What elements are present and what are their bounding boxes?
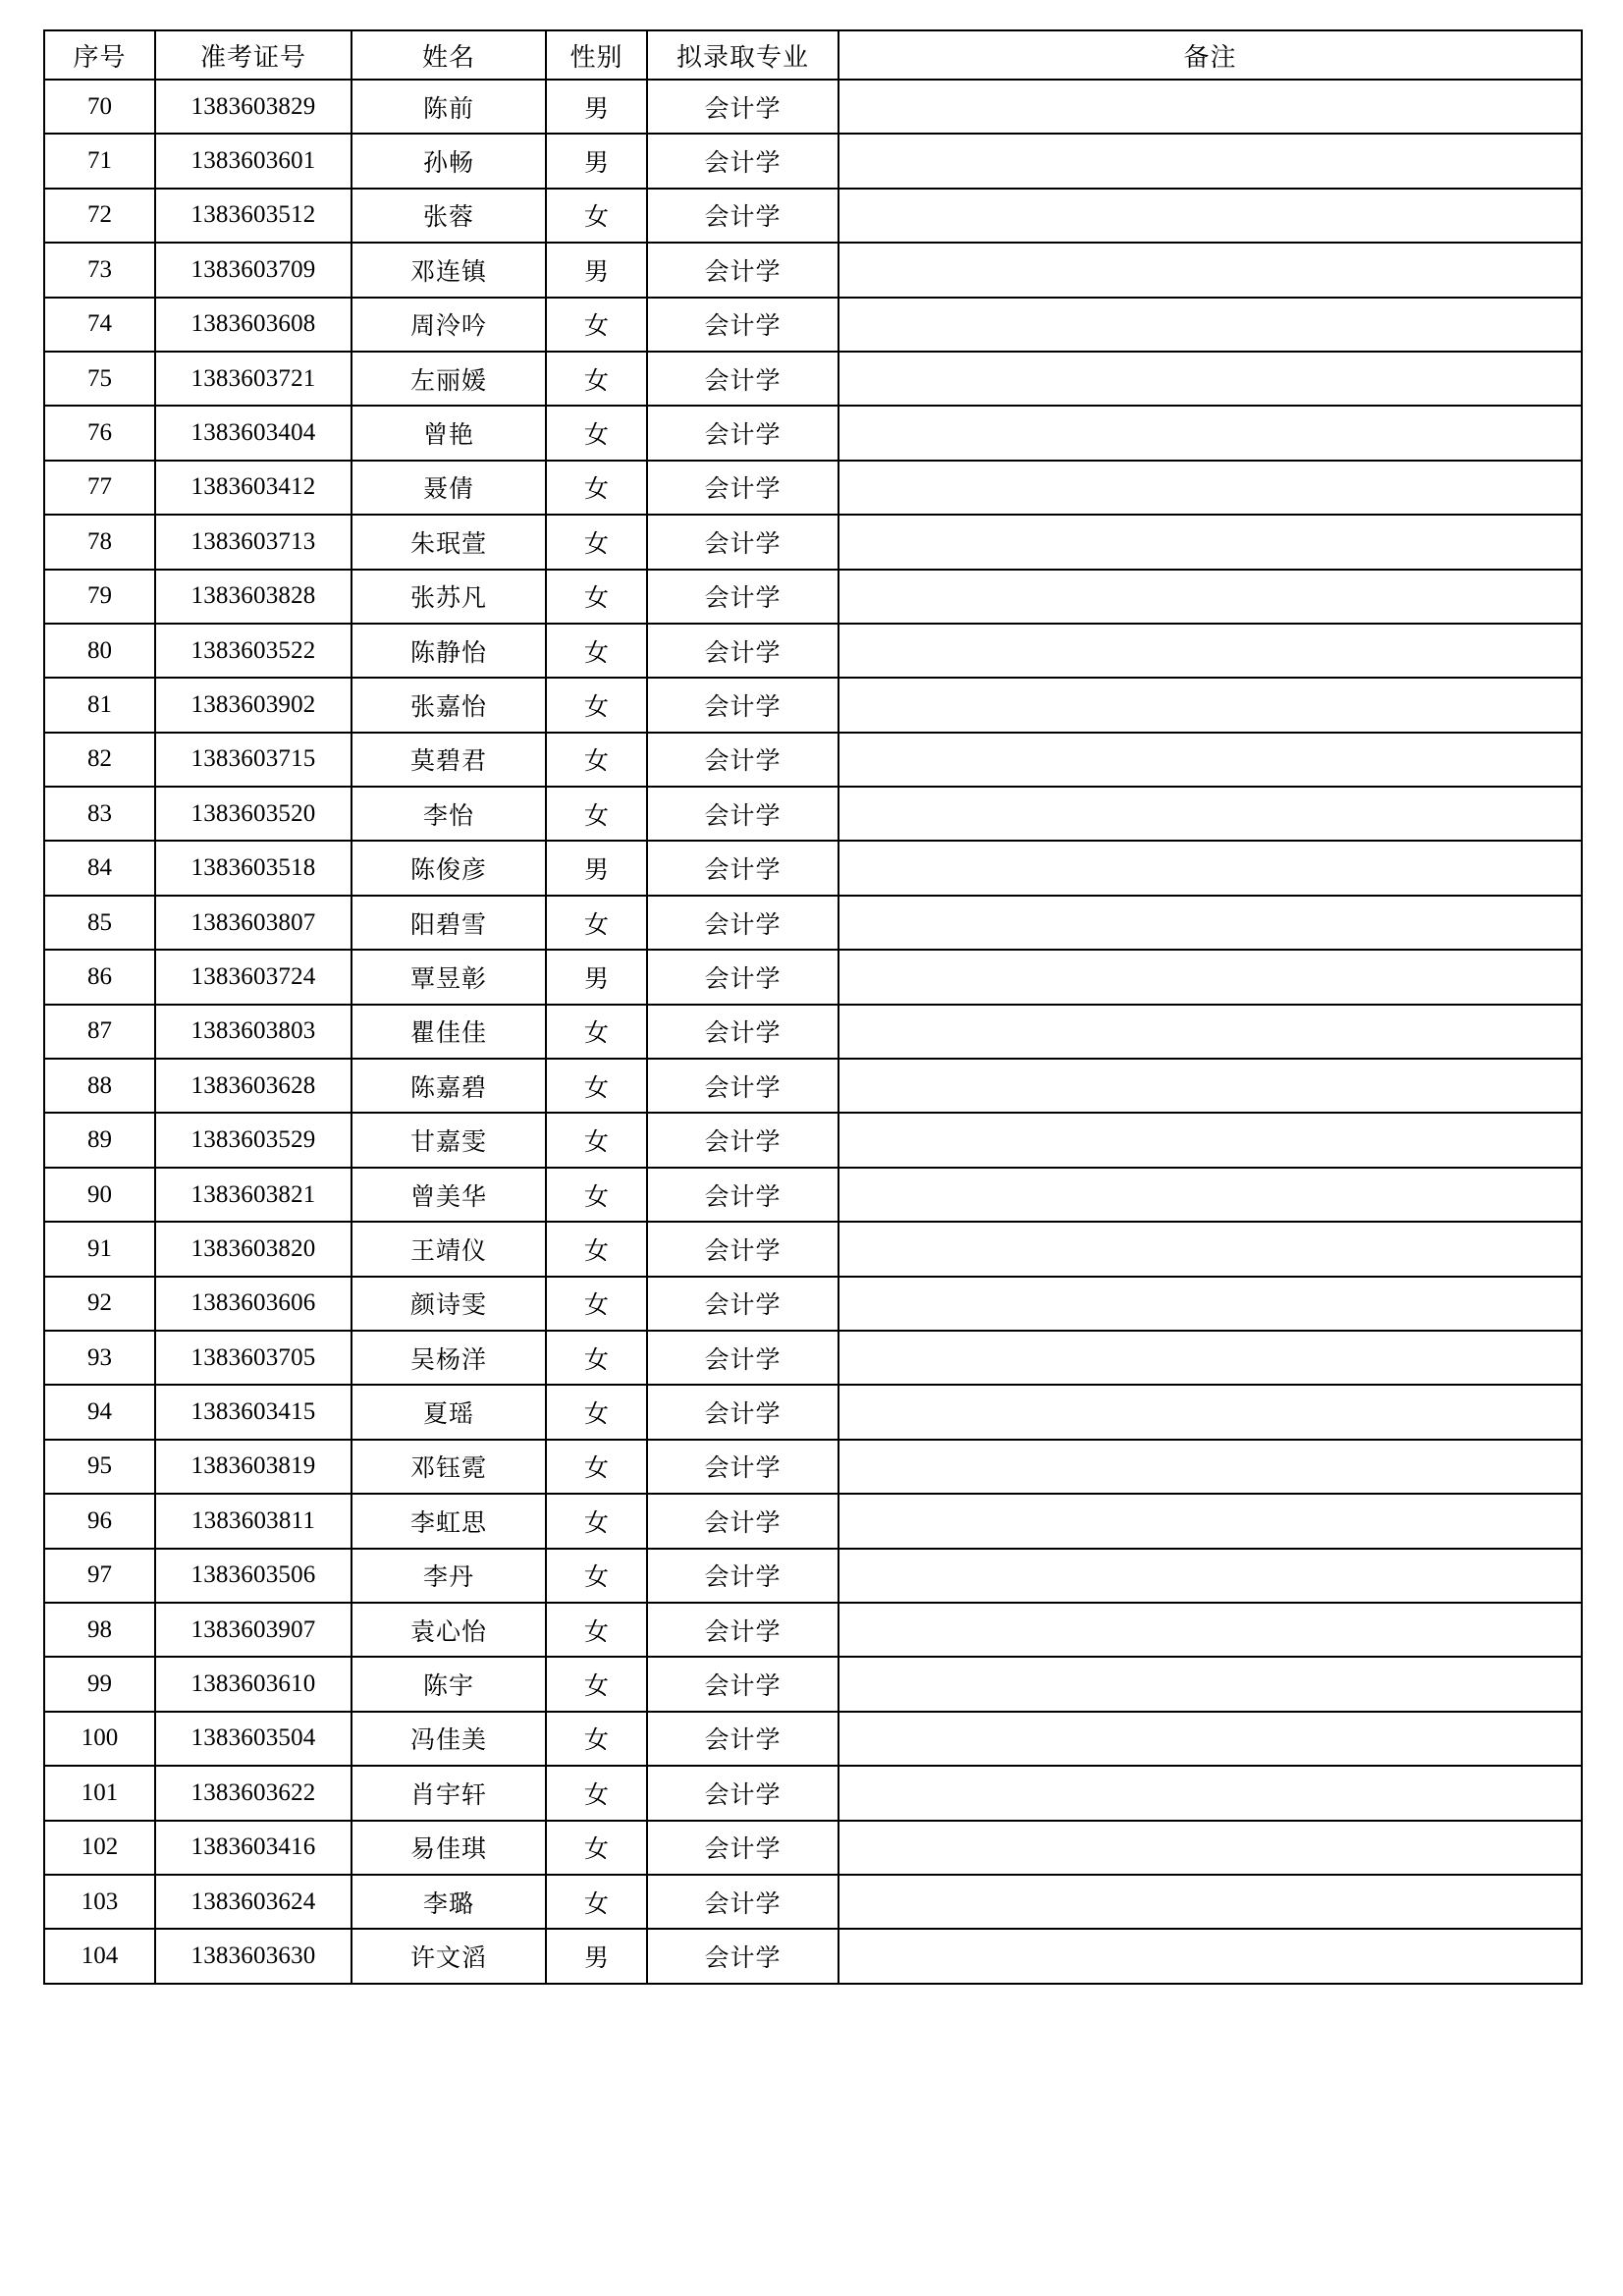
cell-index: 91 (44, 1222, 155, 1276)
cell-gender: 女 (546, 1821, 647, 1875)
cell-ticket: 1383603601 (155, 134, 352, 188)
cell-remark (839, 1929, 1582, 1983)
cell-index: 74 (44, 298, 155, 352)
cell-gender: 男 (546, 841, 647, 895)
cell-remark (839, 1549, 1582, 1603)
cell-remark (839, 1821, 1582, 1875)
cell-name: 陈俊彦 (352, 841, 546, 895)
column-header-major: 拟录取专业 (647, 30, 839, 80)
table-header-row (44, 30, 1582, 80)
table-row (44, 1603, 1582, 1657)
cell-remark (839, 406, 1582, 460)
cell-ticket: 1383603416 (155, 1821, 352, 1875)
cell-name: 莫碧君 (352, 733, 546, 787)
cell-index: 100 (44, 1712, 155, 1766)
cell-gender: 女 (546, 1222, 647, 1276)
cell-ticket: 1383603724 (155, 950, 352, 1004)
cell-remark (839, 1440, 1582, 1494)
column-header-name: 姓名 (352, 30, 546, 80)
cell-major: 会计学 (647, 243, 839, 297)
table-row (44, 134, 1582, 188)
cell-ticket: 1383603628 (155, 1059, 352, 1113)
cell-name: 冯佳美 (352, 1712, 546, 1766)
cell-index: 104 (44, 1929, 155, 1983)
cell-ticket: 1383603622 (155, 1766, 352, 1820)
cell-remark (839, 1005, 1582, 1059)
cell-gender: 男 (546, 243, 647, 297)
cell-major: 会计学 (647, 1168, 839, 1222)
cell-index: 80 (44, 624, 155, 678)
cell-gender: 女 (546, 461, 647, 515)
cell-ticket: 1383603709 (155, 243, 352, 297)
cell-gender: 女 (546, 1875, 647, 1929)
cell-remark (839, 733, 1582, 787)
cell-name: 左丽媛 (352, 352, 546, 406)
cell-name: 吴杨洋 (352, 1331, 546, 1385)
cell-ticket: 1383603721 (155, 352, 352, 406)
table-row (44, 1549, 1582, 1603)
cell-index: 101 (44, 1766, 155, 1820)
cell-ticket: 1383603907 (155, 1603, 352, 1657)
table-row (44, 570, 1582, 624)
table-row (44, 461, 1582, 515)
cell-remark (839, 461, 1582, 515)
cell-index: 76 (44, 406, 155, 460)
cell-ticket: 1383603608 (155, 298, 352, 352)
cell-gender: 女 (546, 515, 647, 569)
table-row (44, 1277, 1582, 1331)
column-header-ticket: 准考证号 (155, 30, 352, 80)
cell-major: 会计学 (647, 1929, 839, 1983)
cell-remark (839, 624, 1582, 678)
cell-ticket: 1383603529 (155, 1113, 352, 1167)
cell-major: 会计学 (647, 189, 839, 243)
cell-gender: 女 (546, 1005, 647, 1059)
cell-index: 92 (44, 1277, 155, 1331)
cell-index: 81 (44, 678, 155, 732)
cell-ticket: 1383603522 (155, 624, 352, 678)
cell-name: 肖宇轩 (352, 1766, 546, 1820)
cell-index: 94 (44, 1385, 155, 1439)
cell-remark (839, 352, 1582, 406)
cell-gender: 女 (546, 1603, 647, 1657)
table-row (44, 1821, 1582, 1875)
table-row (44, 624, 1582, 678)
cell-remark (839, 80, 1582, 134)
cell-index: 75 (44, 352, 155, 406)
table-row (44, 1929, 1582, 1983)
cell-index: 88 (44, 1059, 155, 1113)
cell-name: 夏瑶 (352, 1385, 546, 1439)
cell-ticket: 1383603624 (155, 1875, 352, 1929)
cell-major: 会计学 (647, 1005, 839, 1059)
cell-ticket: 1383603512 (155, 189, 352, 243)
cell-major: 会计学 (647, 624, 839, 678)
cell-index: 83 (44, 787, 155, 841)
cell-index: 86 (44, 950, 155, 1004)
cell-index: 96 (44, 1494, 155, 1548)
cell-remark (839, 896, 1582, 950)
cell-name: 许文滔 (352, 1929, 546, 1983)
cell-remark (839, 189, 1582, 243)
cell-major: 会计学 (647, 950, 839, 1004)
cell-index: 85 (44, 896, 155, 950)
cell-index: 89 (44, 1113, 155, 1167)
cell-ticket: 1383603821 (155, 1168, 352, 1222)
cell-gender: 男 (546, 1929, 647, 1983)
cell-name: 邓钰霓 (352, 1440, 546, 1494)
cell-gender: 女 (546, 1440, 647, 1494)
cell-major: 会计学 (647, 1331, 839, 1385)
cell-major: 会计学 (647, 1059, 839, 1113)
cell-ticket: 1383603606 (155, 1277, 352, 1331)
cell-index: 93 (44, 1331, 155, 1385)
cell-name: 阳碧雪 (352, 896, 546, 950)
cell-index: 84 (44, 841, 155, 895)
table-row (44, 896, 1582, 950)
cell-name: 甘嘉雯 (352, 1113, 546, 1167)
cell-gender: 女 (546, 1549, 647, 1603)
cell-gender: 女 (546, 298, 647, 352)
cell-ticket: 1383603412 (155, 461, 352, 515)
cell-name: 易佳琪 (352, 1821, 546, 1875)
cell-name: 颜诗雯 (352, 1277, 546, 1331)
cell-name: 张嘉怡 (352, 678, 546, 732)
cell-index: 73 (44, 243, 155, 297)
cell-name: 陈静怡 (352, 624, 546, 678)
table-row (44, 1657, 1582, 1711)
cell-major: 会计学 (647, 1875, 839, 1929)
cell-index: 97 (44, 1549, 155, 1603)
cell-index: 95 (44, 1440, 155, 1494)
table-row (44, 352, 1582, 406)
cell-major: 会计学 (647, 1494, 839, 1548)
cell-major: 会计学 (647, 515, 839, 569)
table-row (44, 733, 1582, 787)
cell-major: 会计学 (647, 1277, 839, 1331)
cell-major: 会计学 (647, 896, 839, 950)
cell-remark (839, 1059, 1582, 1113)
cell-major: 会计学 (647, 1766, 839, 1820)
cell-ticket: 1383603803 (155, 1005, 352, 1059)
cell-major: 会计学 (647, 1549, 839, 1603)
table-row (44, 1005, 1582, 1059)
cell-remark (839, 515, 1582, 569)
table-row (44, 1059, 1582, 1113)
cell-ticket: 1383603819 (155, 1440, 352, 1494)
table-row (44, 1712, 1582, 1766)
cell-index: 98 (44, 1603, 155, 1657)
table-row (44, 80, 1582, 134)
cell-gender: 女 (546, 787, 647, 841)
table-row (44, 1440, 1582, 1494)
table-row (44, 1168, 1582, 1222)
cell-remark (839, 134, 1582, 188)
cell-name: 朱珉萱 (352, 515, 546, 569)
cell-index: 82 (44, 733, 155, 787)
cell-gender: 男 (546, 950, 647, 1004)
cell-major: 会计学 (647, 1821, 839, 1875)
cell-remark (839, 1168, 1582, 1222)
cell-major: 会计学 (647, 1113, 839, 1167)
cell-major: 会计学 (647, 298, 839, 352)
cell-gender: 男 (546, 134, 647, 188)
cell-name: 陈宇 (352, 1657, 546, 1711)
cell-name: 张苏凡 (352, 570, 546, 624)
cell-gender: 女 (546, 1113, 647, 1167)
cell-name: 李怡 (352, 787, 546, 841)
table-row (44, 406, 1582, 460)
cell-name: 孙畅 (352, 134, 546, 188)
cell-ticket: 1383603828 (155, 570, 352, 624)
table-row (44, 787, 1582, 841)
cell-remark (839, 1277, 1582, 1331)
table-row (44, 298, 1582, 352)
cell-major: 会计学 (647, 461, 839, 515)
cell-index: 70 (44, 80, 155, 134)
cell-major: 会计学 (647, 1712, 839, 1766)
cell-ticket: 1383603504 (155, 1712, 352, 1766)
cell-index: 99 (44, 1657, 155, 1711)
table-row (44, 841, 1582, 895)
cell-name: 袁心怡 (352, 1603, 546, 1657)
cell-major: 会计学 (647, 352, 839, 406)
cell-name: 聂倩 (352, 461, 546, 515)
cell-remark (839, 298, 1582, 352)
cell-ticket: 1383603820 (155, 1222, 352, 1276)
cell-remark (839, 1222, 1582, 1276)
cell-major: 会计学 (647, 733, 839, 787)
cell-gender: 男 (546, 80, 647, 134)
cell-index: 71 (44, 134, 155, 188)
cell-ticket: 1383603902 (155, 678, 352, 732)
cell-index: 87 (44, 1005, 155, 1059)
cell-remark (839, 243, 1582, 297)
cell-gender: 女 (546, 896, 647, 950)
cell-index: 77 (44, 461, 155, 515)
cell-gender: 女 (546, 352, 647, 406)
cell-name: 陈嘉碧 (352, 1059, 546, 1113)
cell-ticket: 1383603713 (155, 515, 352, 569)
cell-name: 瞿佳佳 (352, 1005, 546, 1059)
cell-major: 会计学 (647, 570, 839, 624)
cell-name: 邓连镇 (352, 243, 546, 297)
cell-remark (839, 1712, 1582, 1766)
cell-gender: 女 (546, 189, 647, 243)
cell-gender: 女 (546, 1168, 647, 1222)
cell-name: 覃昱彰 (352, 950, 546, 1004)
cell-ticket: 1383603610 (155, 1657, 352, 1711)
column-header-index: 序号 (44, 30, 155, 80)
cell-remark (839, 841, 1582, 895)
column-header-gender: 性别 (546, 30, 647, 80)
cell-gender: 女 (546, 1331, 647, 1385)
cell-remark (839, 1875, 1582, 1929)
cell-ticket: 1383603630 (155, 1929, 352, 1983)
cell-ticket: 1383603807 (155, 896, 352, 950)
cell-gender: 女 (546, 1385, 647, 1439)
table-row (44, 1875, 1582, 1929)
cell-gender: 女 (546, 570, 647, 624)
cell-remark (839, 1657, 1582, 1711)
cell-remark (839, 570, 1582, 624)
cell-remark (839, 1766, 1582, 1820)
cell-name: 曾艳 (352, 406, 546, 460)
table-row (44, 678, 1582, 732)
cell-name: 李丹 (352, 1549, 546, 1603)
cell-ticket: 1383603404 (155, 406, 352, 460)
cell-name: 王靖仪 (352, 1222, 546, 1276)
cell-remark (839, 1113, 1582, 1167)
cell-major: 会计学 (647, 1385, 839, 1439)
cell-major: 会计学 (647, 80, 839, 134)
table-row (44, 1113, 1582, 1167)
cell-gender: 女 (546, 1059, 647, 1113)
cell-ticket: 1383603715 (155, 733, 352, 787)
table-row (44, 1331, 1582, 1385)
table-row (44, 950, 1582, 1004)
cell-major: 会计学 (647, 1657, 839, 1711)
table-row (44, 1766, 1582, 1820)
cell-ticket: 1383603520 (155, 787, 352, 841)
cell-ticket: 1383603811 (155, 1494, 352, 1548)
cell-index: 72 (44, 189, 155, 243)
cell-index: 78 (44, 515, 155, 569)
cell-remark (839, 1385, 1582, 1439)
cell-major: 会计学 (647, 787, 839, 841)
table-row (44, 243, 1582, 297)
cell-gender: 女 (546, 1494, 647, 1548)
cell-gender: 女 (546, 678, 647, 732)
cell-name: 周泠吟 (352, 298, 546, 352)
cell-major: 会计学 (647, 841, 839, 895)
cell-index: 102 (44, 1821, 155, 1875)
cell-gender: 女 (546, 1657, 647, 1711)
cell-gender: 女 (546, 733, 647, 787)
cell-ticket: 1383603829 (155, 80, 352, 134)
table-header (44, 30, 1582, 80)
cell-index: 90 (44, 1168, 155, 1222)
cell-name: 李虹思 (352, 1494, 546, 1548)
cell-remark (839, 1603, 1582, 1657)
cell-major: 会计学 (647, 406, 839, 460)
cell-major: 会计学 (647, 1440, 839, 1494)
cell-major: 会计学 (647, 1222, 839, 1276)
cell-ticket: 1383603506 (155, 1549, 352, 1603)
cell-ticket: 1383603415 (155, 1385, 352, 1439)
admission-roster-table (43, 29, 1583, 1985)
cell-ticket: 1383603705 (155, 1331, 352, 1385)
cell-gender: 女 (546, 406, 647, 460)
cell-index: 103 (44, 1875, 155, 1929)
cell-ticket: 1383603518 (155, 841, 352, 895)
table-row (44, 1494, 1582, 1548)
table-row (44, 189, 1582, 243)
table-row (44, 515, 1582, 569)
cell-remark (839, 1331, 1582, 1385)
cell-name: 张蓉 (352, 189, 546, 243)
cell-gender: 女 (546, 1766, 647, 1820)
cell-major: 会计学 (647, 678, 839, 732)
cell-gender: 女 (546, 624, 647, 678)
cell-name: 曾美华 (352, 1168, 546, 1222)
cell-major: 会计学 (647, 1603, 839, 1657)
cell-gender: 女 (546, 1277, 647, 1331)
cell-index: 79 (44, 570, 155, 624)
cell-major: 会计学 (647, 134, 839, 188)
cell-remark (839, 1494, 1582, 1548)
table-row (44, 1222, 1582, 1276)
cell-remark (839, 787, 1582, 841)
cell-gender: 女 (546, 1712, 647, 1766)
table-row (44, 1385, 1582, 1439)
cell-remark (839, 950, 1582, 1004)
column-header-remark: 备注 (839, 30, 1582, 80)
table-body (44, 80, 1582, 1984)
cell-name: 陈前 (352, 80, 546, 134)
cell-name: 李璐 (352, 1875, 546, 1929)
cell-remark (839, 678, 1582, 732)
